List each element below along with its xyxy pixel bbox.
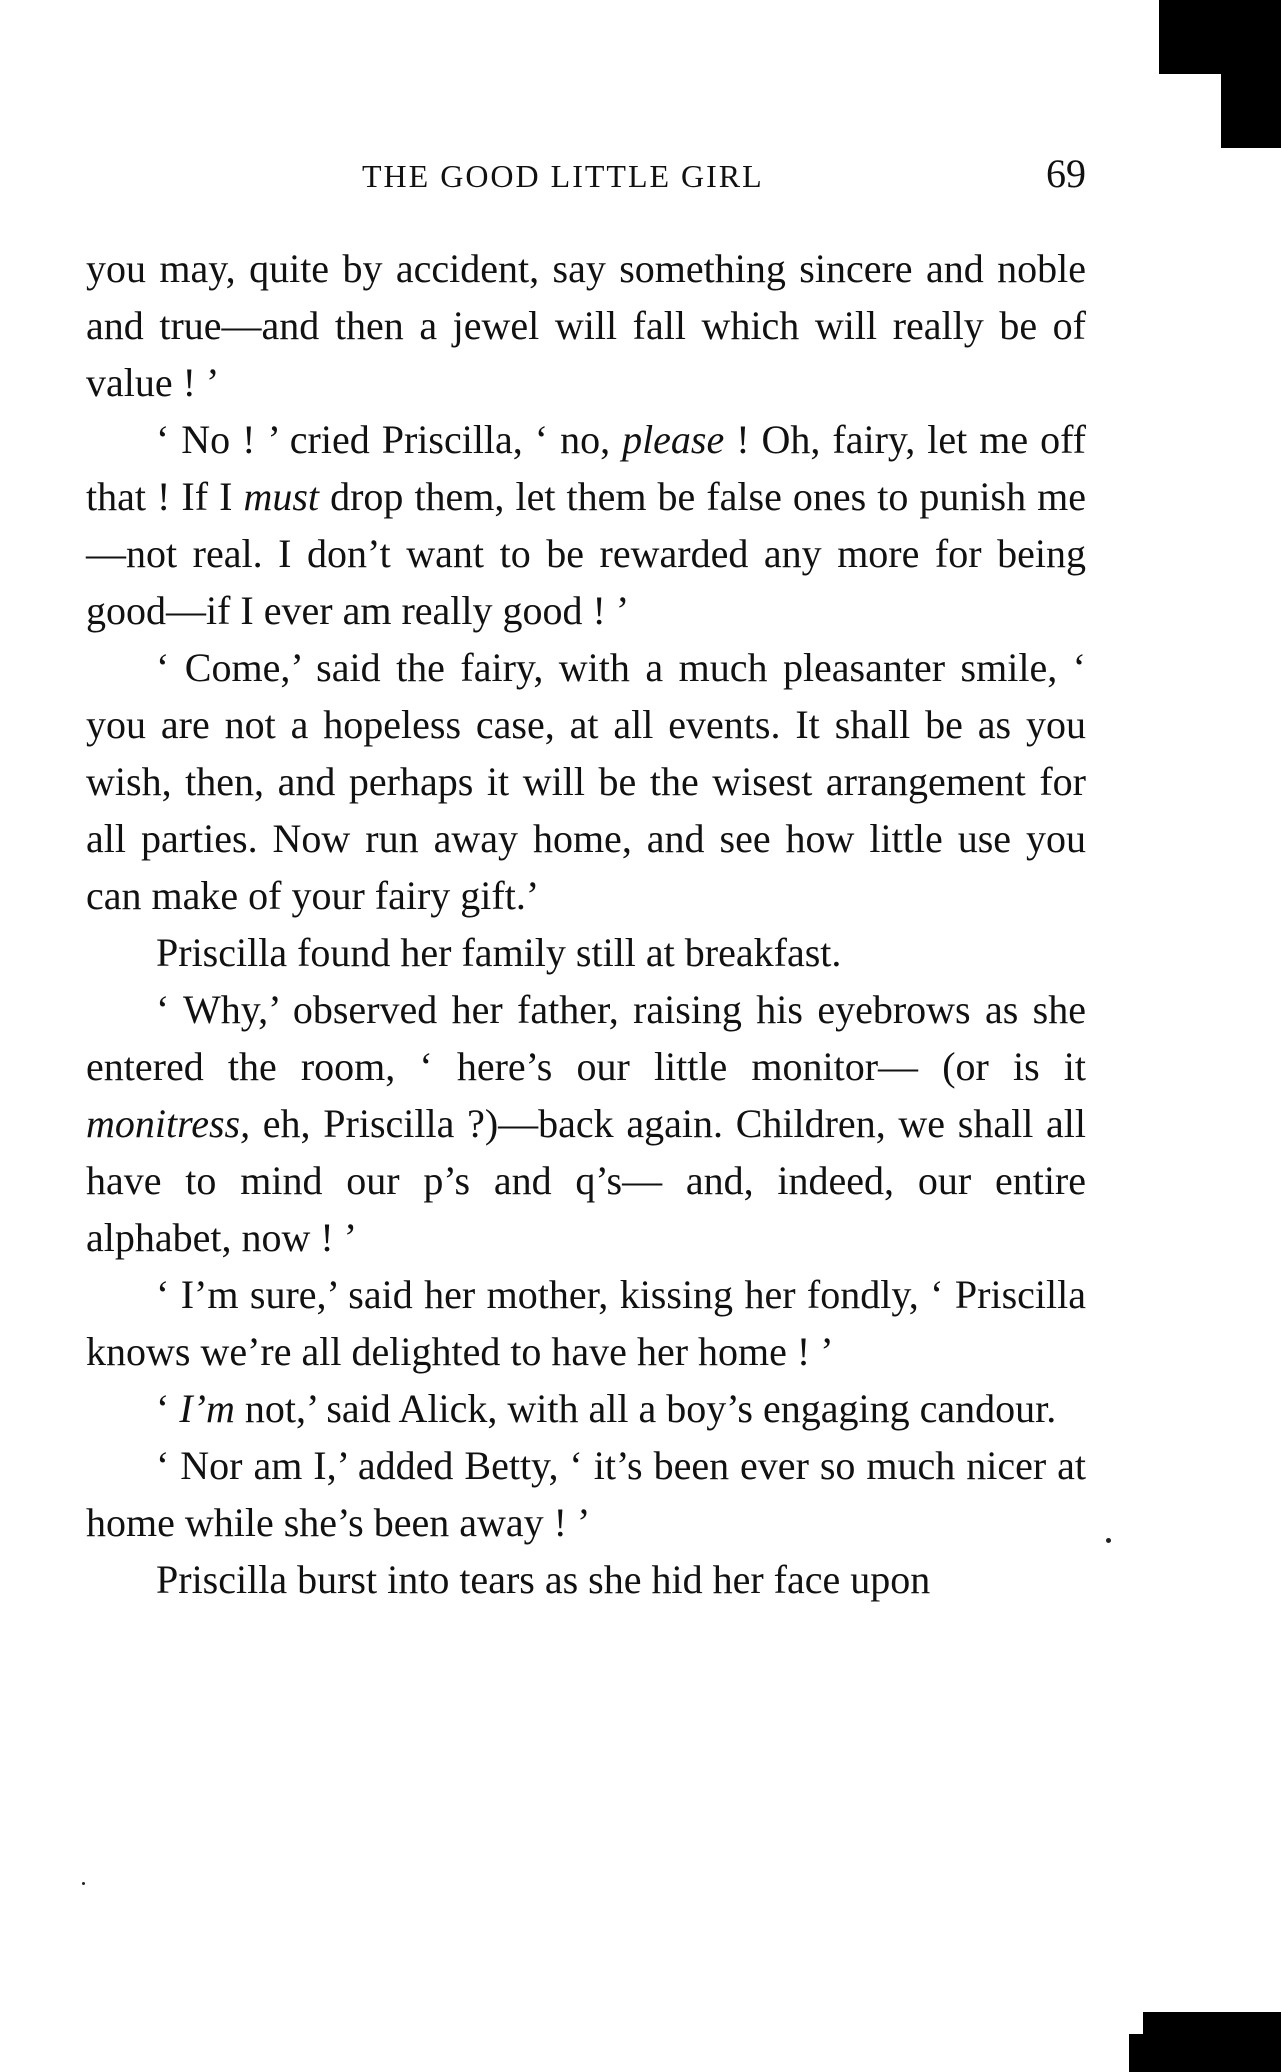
italic-text: please: [622, 417, 725, 462]
text-run: Priscilla burst into tears as she hid her face upon: [156, 1557, 931, 1602]
scan-edge-mark: [1159, 0, 1221, 74]
italic-text: monitress,: [86, 1101, 251, 1146]
page-header: [86, 150, 1086, 210]
italic-text: I’m: [179, 1386, 235, 1431]
running-title: THE GOOD LITTLE GIRL: [362, 158, 764, 194]
text-run: ‘ I’m sure,’ said her mother, kissing her fondly, ‘ Priscilla knows we’re all delighted to have her home ! ’: [86, 1272, 1086, 1374]
paragraph: [86, 924, 1086, 981]
scan-edge-mark: [1221, 0, 1281, 148]
paragraph: [86, 1437, 1086, 1551]
text-run: ‘ Nor am I,’ added Betty, ‘ it’s been ever so much nicer at home while she’s been away ! ’: [86, 1443, 1086, 1545]
italic-text: must: [243, 474, 320, 519]
text-run: eh, Priscilla ?)—back again. Children, we shall all have to mind our p’s and q’s— and, indeed, our entire alphabet, now ! ’: [86, 1101, 1086, 1260]
text-run: you may, quite by accident, say something sincere and noble and true—and then a jewel will fall which will really be of value ! ’: [86, 246, 1086, 405]
text-run: ! Oh, fairy, let me off that ! If I: [86, 417, 1086, 519]
paragraph: [86, 240, 1086, 411]
text-run: ‘: [156, 1386, 180, 1431]
scan-edge-mark: [1129, 2034, 1143, 2072]
paragraph: [86, 1551, 1086, 1608]
paragraph: [86, 981, 1086, 1266]
scan-speck: [82, 1882, 85, 1885]
paragraph: [86, 1380, 1086, 1437]
paragraph: [86, 411, 1086, 639]
scan-edge-mark: [1143, 2012, 1281, 2072]
text-run: ‘ Come,’ said the fairy, with a much pleasanter smile, ‘ you are not a hopeless case, at all events. It shall be as you wish, then, and perhaps it will be the wisest arrangement for all parties. Now run away home, and see how little use you can make of your fairy gift.’: [86, 645, 1086, 918]
paragraph: [86, 1266, 1086, 1380]
paragraph: [86, 639, 1086, 924]
body-text: [86, 240, 1086, 1608]
text-run: not,’ said Alick, with all a boy’s engaging candour.: [234, 1386, 1057, 1431]
text-run: drop them, let them be false ones to punish me—not real. I don’t want to be rewarded any more for being good—if I ever am really good ! ’: [86, 474, 1086, 633]
text-run: ‘ Why,’ observed her father, raising his eyebrows as she entered the room, ‘ here’s our little monitor— (or is it: [86, 987, 1086, 1089]
text-run: Priscilla found her family still at breakfast.: [156, 930, 842, 975]
page-number: 69: [1046, 151, 1086, 196]
scan-speck: [1106, 1538, 1111, 1543]
text-run: ‘ No ! ’ cried Priscilla, ‘ no,: [156, 417, 623, 462]
